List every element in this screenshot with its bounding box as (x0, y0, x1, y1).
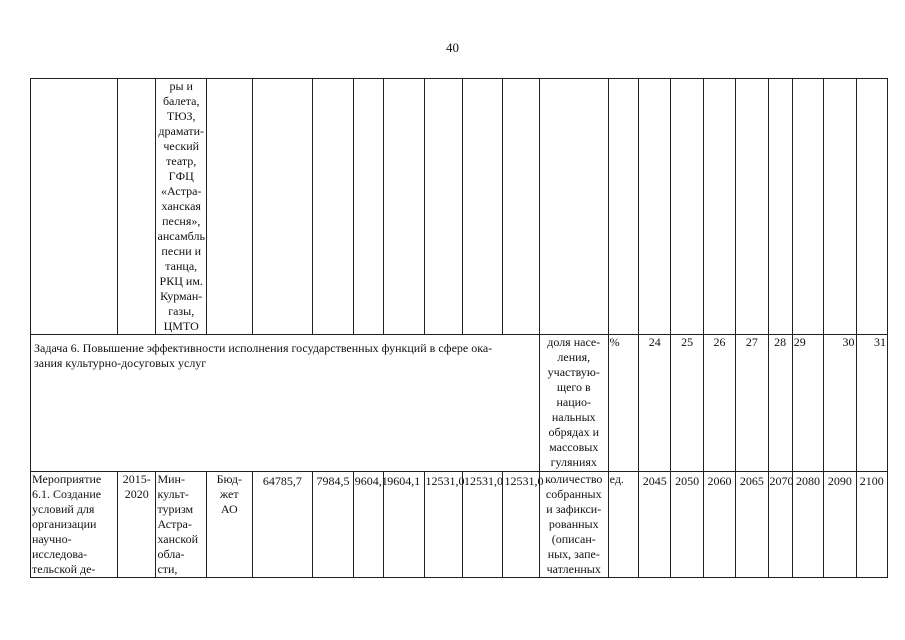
table-cell (252, 79, 313, 335)
table-cell (824, 79, 856, 335)
measure61-finance: 9604,1 (384, 472, 424, 578)
measure61-finance: 12531,0 (503, 472, 539, 578)
table-cell (207, 79, 253, 335)
task6-value: 26 (703, 335, 735, 472)
measure61-period: 2015- 2020 (118, 472, 156, 578)
measure61-name: Мероприятие 6.1. Создание условий для организации научно- исследова- тельской де- (31, 472, 118, 578)
table-cell (313, 79, 353, 335)
task6-value: 31 (856, 335, 887, 472)
task6-value: 25 (671, 335, 703, 472)
table-cell (736, 79, 768, 335)
measure61-value: 2045 (639, 472, 671, 578)
measure61-value: 2080 (792, 472, 823, 578)
program-table (30, 78, 888, 578)
measure61-value: 2060 (703, 472, 735, 578)
table-cell (703, 79, 735, 335)
table-cell (31, 79, 118, 335)
table-cell (856, 79, 887, 335)
table-cell (671, 79, 703, 335)
measure61-value: 2090 (824, 472, 856, 578)
measure61-finance: 12531,0 (424, 472, 462, 578)
measure61-unit: ед. (608, 472, 638, 578)
task6-indicator: доля насе- ления, участвую- щего в нацио- нальных обрядах и массовых гуляниях (539, 335, 608, 472)
table-cell (539, 79, 608, 335)
table-cell (462, 79, 502, 335)
table-row-task6 (31, 335, 888, 472)
measure61-executor: Мин- культ- туризм Астра- ханской обла- сти, (156, 472, 207, 578)
measure61-finance: 12531,0 (462, 472, 502, 578)
table-cell (353, 79, 383, 335)
measure61-value: 2100 (856, 472, 887, 578)
executor-continuation: ры и балета, ТЮЗ, драмати- ческий театр, ГФЦ «Астра- ханская песня», ансамбль песни и танца, РКЦ им. Курман- газы, ЦМТО (157, 79, 205, 333)
task6-value: 30 (824, 335, 856, 472)
table-cell (768, 79, 792, 335)
task6-title: Задача 6. Повышение эффективности исполнения государственных функций в сфере ока- зания культурно-досуговых услуг (31, 335, 540, 472)
table-cell (608, 79, 638, 335)
measure61-indicator: количество собранных и зафикси- рованных (описан- ных, запе- чатленных (539, 472, 608, 578)
task6-value: 27 (736, 335, 768, 472)
table-row-measure61 (31, 472, 888, 578)
measure61-value: 2050 (671, 472, 703, 578)
task6-unit: % (608, 335, 638, 472)
table-cell (118, 79, 156, 335)
measure61-value: 2070 (768, 472, 792, 578)
measure61-finance: 9604,1 (353, 472, 383, 578)
table-cell (503, 79, 539, 335)
table-cell (639, 79, 671, 335)
table-cell (424, 79, 462, 335)
measure61-finance: 7984,5 (313, 472, 353, 578)
page-number: 40 (446, 40, 459, 55)
task6-value: 28 (768, 335, 792, 472)
table-cell (384, 79, 424, 335)
measure61-source: Бюд- жет АО (207, 472, 253, 578)
task6-value: 29 (792, 335, 823, 472)
task6-value: 24 (639, 335, 671, 472)
table-cell (792, 79, 823, 335)
table-row-continuation (31, 79, 888, 335)
measure61-value: 2065 (736, 472, 768, 578)
measure61-total: 64785,7 (252, 472, 313, 578)
